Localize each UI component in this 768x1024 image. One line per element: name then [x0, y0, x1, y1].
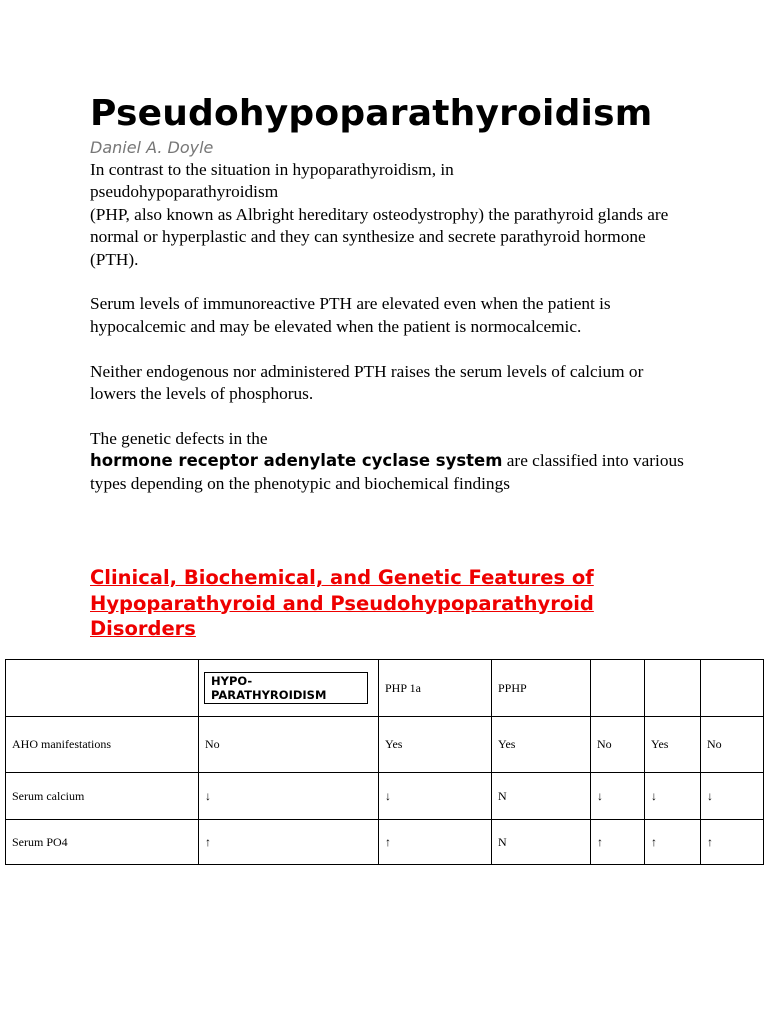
paragraph-2: Serum levels of immunoreactive PTH are elevated even when the patient is hypocalcemic and may be elevated when the patient is normocalcemic.: [90, 294, 611, 336]
row-label-cell: AHO manifestations: [6, 717, 199, 773]
row-label-cell: Serum calcium: [6, 773, 199, 820]
paragraph-1-line-1: In contrast to the situation in hypoparathyroidism, in: [90, 160, 454, 179]
table-cell: No: [591, 717, 645, 773]
header-cell: [199, 660, 379, 717]
document-body: [90, 159, 690, 495]
paragraph-4-rest: are classified into various types depending on the phenotypic and biochemical findings: [90, 451, 684, 493]
table-cell: ↑: [645, 820, 701, 865]
table-cell: ↓: [701, 773, 764, 820]
table-cell: N: [492, 820, 591, 865]
table-cell: ↑: [591, 820, 645, 865]
table-row: [6, 773, 764, 820]
table-cell: Yes: [379, 717, 492, 773]
header-cell: PHP 1a: [379, 660, 492, 717]
table-cell: ↓: [199, 773, 379, 820]
row-label-cell: Serum PO4: [6, 820, 199, 865]
table-header-row: [6, 660, 764, 717]
paragraph-4-bold-term: hormone receptor adenylate cyclase system: [90, 451, 503, 471]
paragraph-1-line-2: pseudohypoparathyroidism: [90, 182, 279, 202]
paragraph-1-line-3: (PHP, also known as Albright hereditary osteodystrophy) the parathyroid glands are normal or hyperplastic and they can synthesize and secrete parathyroid hormone (PTH).: [90, 204, 669, 269]
table-row: [6, 717, 764, 773]
author-name: Daniel A. Doyle: [90, 138, 214, 157]
header-cell: [591, 660, 645, 717]
header-boxed-label: HYPO-PARATHYROIDISM: [204, 672, 368, 704]
features-table: [5, 659, 764, 865]
table-cell: ↓: [379, 773, 492, 820]
table-cell: No: [199, 717, 379, 773]
table-cell: No: [701, 717, 764, 773]
table-cell: ↓: [645, 773, 701, 820]
paragraph-3: Neither endogenous nor administered PTH raises the serum levels of calcium or lowers the levels of phosphorus.: [90, 361, 644, 404]
table-cell: Yes: [645, 717, 701, 773]
table-cell: Yes: [492, 717, 591, 773]
paragraph-4: [90, 428, 690, 495]
paragraph-4-intro: The genetic defects in the: [90, 428, 268, 448]
paragraph-1: [90, 159, 690, 271]
table-cell: ↓: [591, 773, 645, 820]
document-title: Pseudohypoparathyroidism: [90, 93, 653, 134]
header-cell: [645, 660, 701, 717]
header-cell: [6, 660, 199, 717]
table-cell: ↑: [199, 820, 379, 865]
table-cell: ↑: [379, 820, 492, 865]
header-cell: PPHP: [492, 660, 591, 717]
section-heading: Clinical, Biochemical, and Genetic Features of Hypoparathyroid and Pseudohypoparathyroid Disorders: [90, 566, 594, 640]
table-row: [6, 820, 764, 865]
header-cell: [701, 660, 764, 717]
table-cell: ↑: [701, 820, 764, 865]
table-cell: N: [492, 773, 591, 820]
